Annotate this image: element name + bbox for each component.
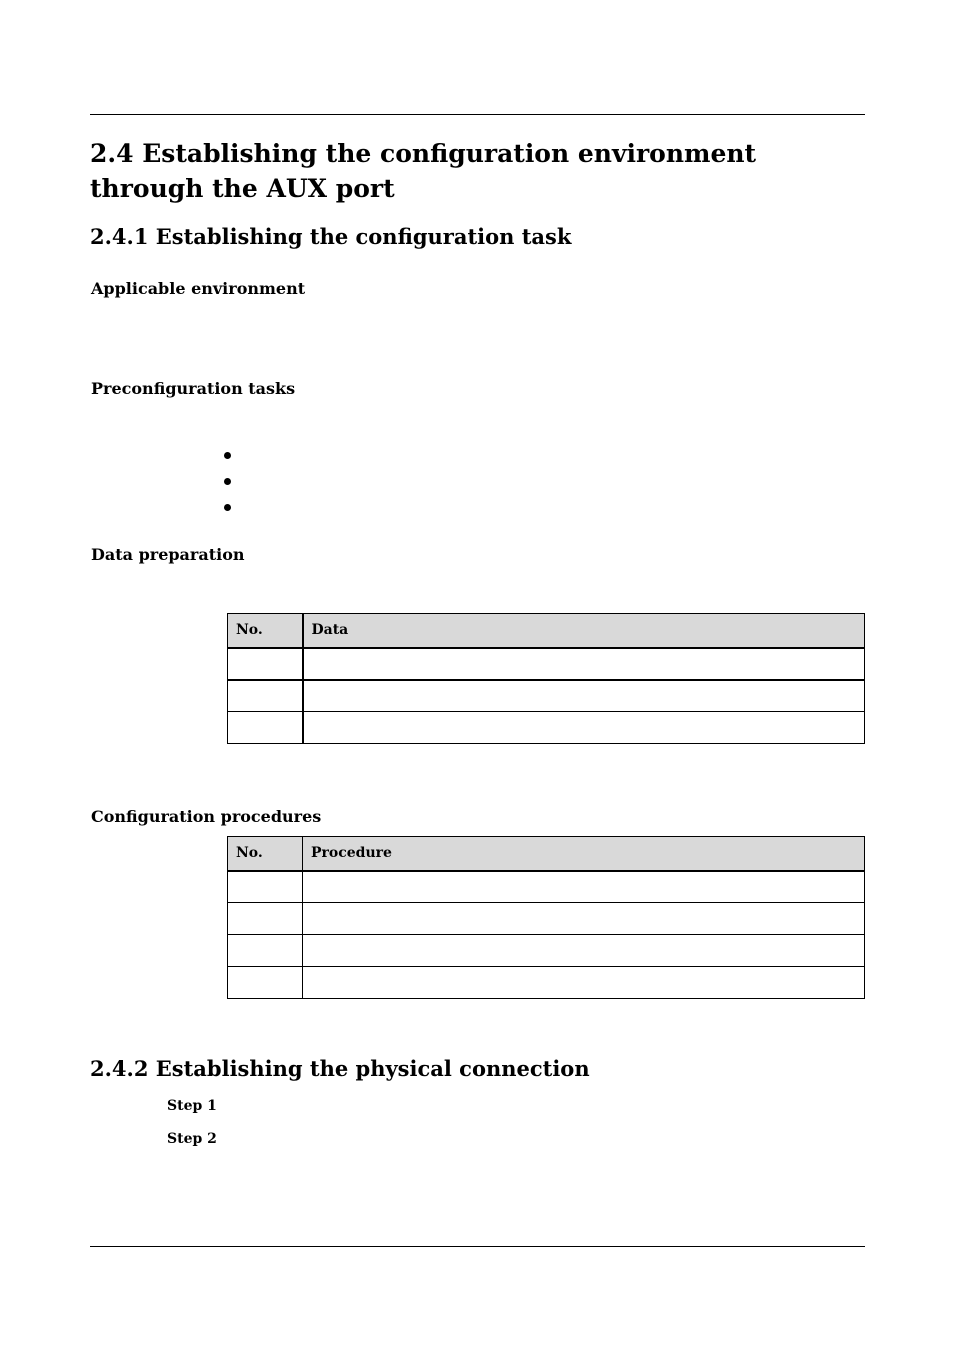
configuration-procedure-table xyxy=(227,836,865,999)
bullet-icon xyxy=(224,504,231,511)
preconfiguration-task-list xyxy=(224,444,231,522)
table-row xyxy=(228,967,865,999)
table-cell xyxy=(303,648,865,680)
heading-preconfiguration-tasks: Preconfiguration tasks xyxy=(91,379,296,398)
table-cell xyxy=(228,967,303,999)
column-header-no: No. xyxy=(228,614,303,648)
table-cell xyxy=(303,903,865,935)
heading-data-preparation: Data preparation xyxy=(91,545,245,564)
column-header-no: No. xyxy=(228,837,303,871)
column-header-data: Data xyxy=(303,614,865,648)
table-cell xyxy=(303,935,865,967)
table-cell xyxy=(228,903,303,935)
table-row xyxy=(228,903,865,935)
table-row xyxy=(228,712,865,744)
header-rule xyxy=(90,114,865,115)
table-cell xyxy=(228,712,303,744)
step-label-2: Step 2 xyxy=(167,1131,217,1147)
section-title: 2.4 Establishing the configuration environment through the AUX port xyxy=(90,139,757,203)
table-cell xyxy=(303,712,865,744)
table-cell xyxy=(303,680,865,712)
table-cell xyxy=(303,967,865,999)
table-header-row xyxy=(228,614,865,648)
heading-configuration-procedures: Configuration procedures xyxy=(91,807,322,826)
table-header-row xyxy=(228,837,865,871)
footer-rule xyxy=(90,1246,865,1247)
bullet-icon xyxy=(224,452,231,459)
list-item xyxy=(224,496,231,522)
heading-applicable-environment: Applicable environment xyxy=(91,279,306,298)
table-cell xyxy=(228,680,303,712)
subsection-title-config-task: 2.4.1 Establishing the configuration task xyxy=(90,224,572,249)
table-row xyxy=(228,871,865,903)
table-row xyxy=(228,935,865,967)
data-preparation-table xyxy=(227,613,865,744)
table-cell xyxy=(228,935,303,967)
table-cell xyxy=(228,648,303,680)
table-cell xyxy=(228,871,303,903)
column-header-procedure: Procedure xyxy=(303,837,865,871)
list-item xyxy=(224,444,231,470)
table-cell xyxy=(303,871,865,903)
list-item xyxy=(224,470,231,496)
table-row xyxy=(228,648,865,680)
step-label-1: Step 1 xyxy=(167,1098,217,1114)
subsection-title-physical-connection: 2.4.2 Establishing the physical connection xyxy=(90,1056,590,1081)
table-row xyxy=(228,680,865,712)
bullet-icon xyxy=(224,478,231,485)
